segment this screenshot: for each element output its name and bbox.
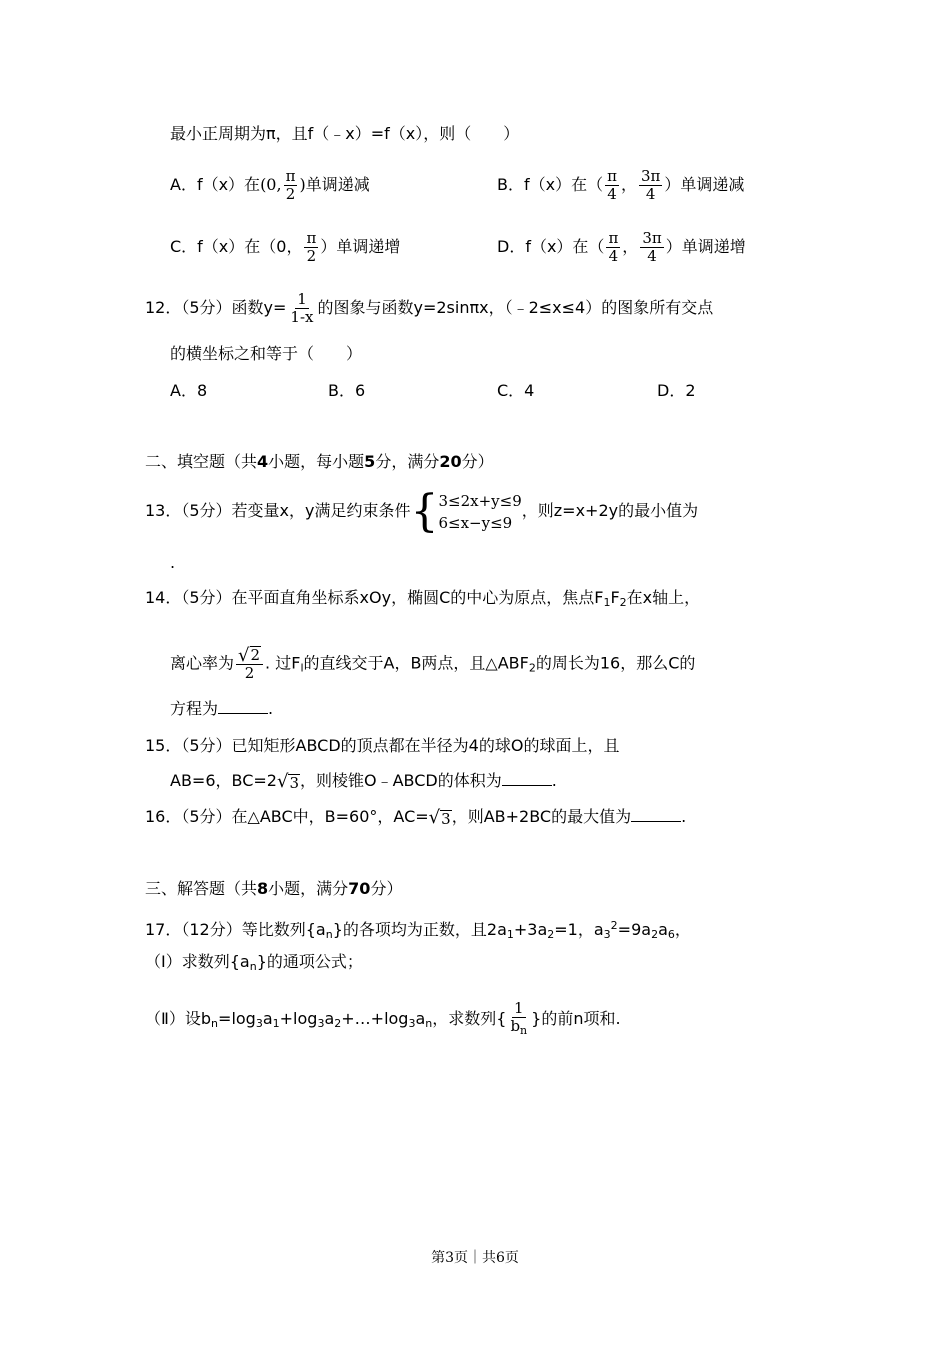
section-heading-answer <box>145 879 402 899</box>
q12-option-b: B．6 <box>328 381 366 400</box>
text-fragment: 分） <box>370 879 403 898</box>
sqrt: √ 3 <box>428 806 451 828</box>
text-fragment: ， <box>622 237 639 256</box>
text-fragment: a <box>415 1009 426 1028</box>
answer-blank <box>502 771 552 786</box>
fraction <box>606 230 620 265</box>
text-fragment: n <box>425 1017 433 1030</box>
q12-line1 <box>145 291 713 326</box>
text-fragment: +3a <box>513 920 548 939</box>
text-fragment: π <box>306 229 317 247</box>
fraction <box>304 230 318 265</box>
text-fragment: 3 <box>317 1017 325 1030</box>
text-fragment: B．f（x）在（ <box>497 175 604 194</box>
text-fragment: n <box>211 1017 219 1030</box>
text-fragment: 1 <box>297 290 307 308</box>
text-fragment: 2 <box>306 247 317 265</box>
text-fragment: }的各项均为正数，且2a <box>332 920 507 939</box>
text-fragment: 离心率为 <box>170 653 235 673</box>
text-fragment: ，则z=x+2y的最小值为 <box>521 501 699 520</box>
text-fragment: 6≤x−y≤9 <box>438 513 513 532</box>
section-heading-fill-in <box>145 452 494 472</box>
text-fragment: 的周长为16，那么C的 <box>535 653 696 673</box>
page-footer: 第3页｜共6页 <box>431 1250 519 1266</box>
text-fragment: 5 <box>364 452 376 471</box>
text-fragment: 1 <box>514 999 524 1017</box>
text-fragment: 4 <box>647 247 657 265</box>
text-fragment: 分，满分 <box>375 452 440 471</box>
text-fragment: ）单调递增 <box>665 237 746 256</box>
text-fragment: =log <box>218 1009 256 1028</box>
text-fragment: n <box>249 960 257 973</box>
text-fragment: ，则棱锥O﹣ABCD的体积为 <box>300 771 502 790</box>
text-fragment: 13．（5分）若变量x，y满足约束条件 <box>145 501 411 520</box>
text-fragment: 2 <box>334 1017 342 1030</box>
text-fragment: 16．（5分）在△ABC中，B=60°，AC= <box>145 807 429 826</box>
text-fragment: . <box>268 699 274 718</box>
sqrt: √ 3 <box>276 770 299 792</box>
q11-option-b <box>497 168 744 203</box>
text-fragment: 单调递减 <box>305 175 370 194</box>
answer-blank <box>218 699 268 714</box>
q11-option-d <box>497 230 746 265</box>
text-fragment: 1 <box>506 928 514 941</box>
text-fragment: a <box>658 920 668 939</box>
text-fragment: 的直线交于A，B两点，且△ABF <box>303 653 529 673</box>
text-fragment: 3 <box>255 1017 263 1030</box>
text-fragment: 4 <box>607 185 617 203</box>
q11-option-a <box>170 168 370 203</box>
text-fragment: 的图象与函数y=2sinπx，（﹣2≤x≤4）的图象所有交点 <box>317 298 714 317</box>
text-fragment: π <box>285 167 296 185</box>
q17-line1 <box>145 916 691 945</box>
text-fragment: 分） <box>461 452 494 471</box>
fraction <box>288 291 315 326</box>
text-fragment: n <box>325 928 333 941</box>
text-fragment: 3 <box>408 1017 416 1030</box>
text-fragment: 70 <box>348 879 371 898</box>
text-fragment: 3≤2x+y≤9 <box>438 491 522 510</box>
text-fragment: l <box>300 661 304 675</box>
text-fragment: 1-x <box>290 308 314 326</box>
text-fragment: (0, <box>260 175 282 194</box>
text-fragment: 2 <box>610 919 618 932</box>
text-fragment: π <box>607 167 617 185</box>
text-fragment: 3 <box>289 773 299 792</box>
text-fragment: 4 <box>257 452 269 471</box>
sqrt: √ 2 <box>238 645 261 666</box>
text-fragment: n <box>520 1024 528 1037</box>
text-fragment: ， <box>620 175 637 194</box>
text-fragment: 2 <box>285 185 296 203</box>
q12-option-c: C．4 <box>497 381 535 400</box>
q14-line1 <box>145 588 700 613</box>
q13-tail: . <box>170 553 176 572</box>
q16-line <box>145 807 686 828</box>
fraction <box>640 230 663 265</box>
text-fragment: +…+log <box>341 1009 409 1028</box>
text-fragment: }的通项公式； <box>256 952 363 971</box>
text-fragment: ）单调递增 <box>320 237 401 256</box>
text-fragment: ) <box>299 175 306 194</box>
text-fragment: ，则AB+2BC的最大值为 <box>451 807 632 826</box>
q15-line1: 15．（5分）已知矩形ABCD的顶点都在半径为4的球O的球面上，且 <box>145 736 620 755</box>
q15-line2 <box>170 771 557 792</box>
text-fragment: 2 <box>619 596 627 609</box>
text-fragment: （Ⅱ）设b <box>145 1009 212 1028</box>
text-fragment: F <box>610 588 620 607</box>
text-fragment: 2 <box>250 646 261 664</box>
text-fragment: 14．（5分）在平面直角坐标系xOy，椭圆C的中心为原点，焦点F <box>145 588 604 607</box>
text-fragment: 4 <box>645 185 656 203</box>
text-fragment: =1，a <box>554 920 604 939</box>
q12-line2: 的横坐标之和等于（ ） <box>170 344 363 363</box>
q14-line3 <box>170 699 273 719</box>
text-fragment: a <box>324 1009 335 1028</box>
text-fragment: 1 <box>603 596 611 609</box>
text-fragment: C．f（x）在（0， <box>170 237 303 256</box>
fraction <box>639 168 662 203</box>
q17-part1 <box>145 952 363 977</box>
text-fragment: 2 <box>651 928 659 941</box>
text-fragment: AB=6，BC=2 <box>170 771 277 790</box>
text-fragment: }的前n项和. <box>531 1009 621 1028</box>
text-fragment: ）单调递减 <box>664 175 745 194</box>
text-fragment: 6 <box>667 928 675 941</box>
text-fragment: 20 <box>439 452 462 471</box>
text-fragment: 17．（12分）等比数列{a <box>145 920 326 939</box>
text-fragment: 2 <box>528 661 536 675</box>
fraction <box>236 646 263 682</box>
text-fragment: 小题，每小题 <box>268 452 365 471</box>
text-fragment: 2 <box>547 928 555 941</box>
text-fragment: . <box>681 807 687 826</box>
text-fragment: ， <box>674 920 691 939</box>
fraction <box>605 168 619 203</box>
text-fragment: =9a <box>617 920 652 939</box>
text-fragment: 3 <box>603 928 611 941</box>
q17-part2 <box>145 1000 621 1039</box>
text-fragment: 3 <box>441 809 451 828</box>
text-fragment: D．f（x）在（ <box>497 237 605 256</box>
q12-option-d: D．2 <box>657 381 696 400</box>
text-fragment: （Ⅰ）求数列{a <box>145 952 250 971</box>
text-fragment: 在x轴上， <box>626 588 701 607</box>
text-fragment: . <box>551 771 557 790</box>
q12-option-a: A．8 <box>170 381 208 400</box>
text-fragment: . 过F <box>265 653 301 673</box>
q11-option-c <box>170 230 400 265</box>
text-fragment: 3π <box>642 229 662 247</box>
text-fragment: ，求数列{ <box>432 1009 507 1028</box>
text-fragment: 方程为 <box>170 699 219 718</box>
text-fragment: 二、填空题（共 <box>145 452 258 471</box>
text-fragment: a <box>262 1009 273 1028</box>
text-fragment: 1 <box>272 1017 280 1030</box>
fraction <box>508 1000 529 1039</box>
q14-line2 <box>170 646 695 682</box>
text-fragment: 2 <box>244 664 255 682</box>
text-fragment: 3π <box>640 167 661 185</box>
text-fragment: +log <box>279 1009 318 1028</box>
fraction <box>284 168 298 203</box>
text-fragment: π <box>608 229 619 247</box>
text-fragment: 12．（5分）函数y= <box>145 298 287 317</box>
constraint-system: { 3≤2x+y≤9 6≤x−y≤9 <box>410 485 522 537</box>
text-fragment: 小题，满分 <box>268 879 349 898</box>
q13-line1 <box>145 485 699 537</box>
q11-stem: 最小正周期为π，且f（﹣x）=f（x），则（ ） <box>170 124 520 143</box>
text-fragment: 三、解答题（共 <box>145 879 258 898</box>
text-fragment: A．f（x）在 <box>170 175 261 194</box>
text-fragment: 4 <box>608 247 619 265</box>
answer-blank <box>631 807 681 822</box>
text-fragment: 8 <box>257 879 269 898</box>
text-fragment: b <box>510 1017 521 1035</box>
